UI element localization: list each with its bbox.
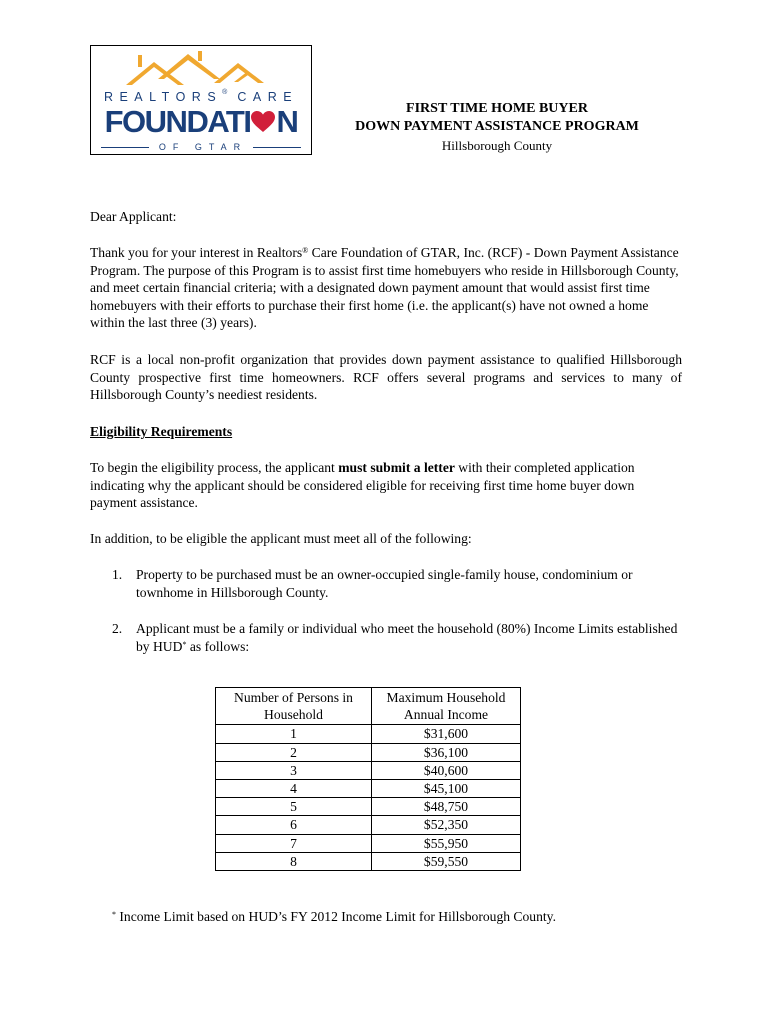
logo-foundation-text: FOUNDATI N [104, 104, 298, 139]
logo-divider-right [253, 147, 301, 148]
table-row [216, 816, 521, 834]
salutation: Dear Applicant: [90, 209, 177, 224]
header-title-line1: FIRST TIME HOME BUYER [406, 101, 588, 116]
table-row [216, 725, 521, 743]
column-header-income: Maximum Household Annual Income [372, 688, 521, 725]
header-title-line2: DOWN PAYMENT ASSISTANCE PROGRAM [355, 119, 639, 134]
paragraph-requirements-intro: In addition, to be eligible the applicant must meet all of the following: [90, 531, 472, 546]
heart-icon [251, 111, 275, 133]
header-county: Hillsborough County [441, 138, 553, 153]
cell-persons: 8 [216, 852, 372, 870]
cell-income: $59,550 [372, 852, 521, 870]
cell-income: $45,100 [372, 780, 521, 798]
cell-persons: 4 [216, 780, 372, 798]
cell-persons: 2 [216, 743, 372, 761]
list-item-text: Applicant must be a family or individual who meet the household (80%) Income Limits established by HUD* as follows: [136, 621, 678, 654]
cell-persons: 6 [216, 816, 372, 834]
cell-income: $36,100 [372, 743, 521, 761]
list-number: 2. [112, 621, 123, 636]
list-item-text: Property to be purchased must be an owner-occupied single-family house, condominium or townhome in Hillsborough County. [136, 567, 633, 600]
cell-income: $31,600 [372, 725, 521, 743]
table-row [216, 798, 521, 816]
section-heading-eligibility: Eligibility Requirements [90, 424, 233, 439]
foundation-logo [90, 45, 312, 155]
document-header [322, 100, 672, 155]
logo-realtors-care-text: REALTORS® CARE [103, 89, 299, 104]
table-header-row [216, 688, 521, 725]
cell-persons: 7 [216, 834, 372, 852]
table-row [216, 761, 521, 779]
income-limits-table [215, 687, 521, 871]
cell-income: $55,950 [372, 834, 521, 852]
column-header-persons: Number of Persons in Household [216, 688, 372, 725]
table-row [216, 834, 521, 852]
cell-income: $48,750 [372, 798, 521, 816]
paragraph-eligibility-process: To begin the eligibility process, the applicant must submit a letter with their completed application indicating why the applicant should be considered eligible for receiving first time home buyer down payment assistance. [90, 460, 635, 510]
table-row [216, 852, 521, 870]
paragraph-about-rcf: RCF is a local non-profit organization that provides down payment assistance to qualified Hillsborough County prospective first time homeowners. RCF offers several programs and services to many of Hillsborough County’s neediest residents. [90, 352, 682, 402]
list-item [112, 620, 682, 655]
emphasis-submit-letter: must submit a letter [338, 460, 455, 475]
table-row [216, 743, 521, 761]
logo-of-gtar-row [101, 141, 301, 153]
table-row [216, 780, 521, 798]
cell-persons: 1 [216, 725, 372, 743]
logo-divider-left [101, 147, 149, 148]
cell-persons: 3 [216, 761, 372, 779]
list-number: 1. [112, 567, 123, 582]
house-roofs-icon [126, 51, 276, 89]
paragraph-intro: Thank you for your interest in Realtors® Care Foundation of GTAR, Inc. (RCF) - Down Payment Assistance Program. The purpose of this Program is to assist first time homebuyers who reside in Hillsborough County, and meet certain financial criteria; with a designated down payment amount that would assist first time homebuyers with their efforts to purchase their first home (i.e. the applicant(s) have not owned a home within the last three (3) years). [90, 245, 679, 330]
list-item [112, 566, 682, 601]
cell-income: $52,350 [372, 816, 521, 834]
logo-of-gtar-text: OF GTAR [158, 142, 248, 152]
footnote: * Income Limit based on HUD’s FY 2012 Income Limit for Hillsborough County. [112, 909, 556, 924]
cell-income: $40,600 [372, 761, 521, 779]
cell-persons: 5 [216, 798, 372, 816]
